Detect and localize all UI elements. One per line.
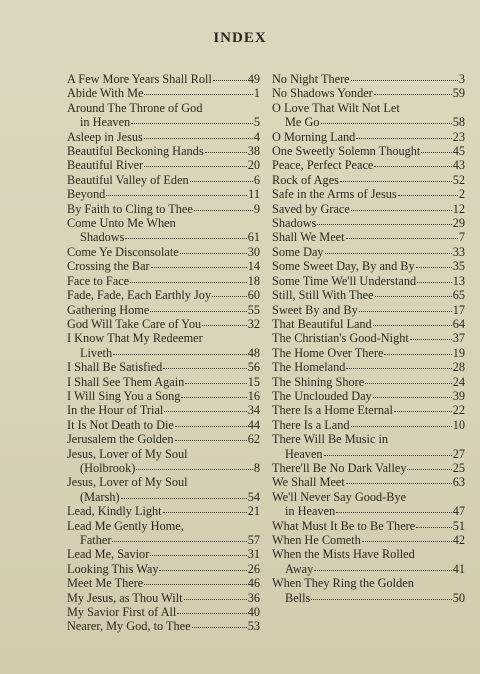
- index-entry: [67, 331, 260, 360]
- leader-dots: [311, 599, 451, 600]
- entry-title: It Is Not Death to Die: [67, 417, 174, 432]
- entry-title: I Shall Be Satisfied: [67, 360, 163, 375]
- entry-title: in Heaven: [285, 504, 336, 519]
- leader-dots: [113, 354, 247, 355]
- leader-dots: [321, 123, 452, 124]
- entry-title: Beautiful Valley of Eden: [67, 172, 189, 187]
- page-number: 43: [452, 158, 465, 173]
- index-entry: [67, 72, 260, 86]
- entry-title: I Will Sing You a Song: [67, 388, 181, 403]
- entry-title: (Holbrook): [80, 460, 136, 475]
- entry-title: There'll Be No Dark Valley: [272, 460, 407, 475]
- entry-title: Safe in the Arms of Jesus: [272, 187, 397, 202]
- index-entry: [67, 187, 260, 201]
- page-number: 56: [247, 360, 260, 375]
- index-entry: [272, 72, 465, 86]
- page-number: 11: [248, 187, 260, 202]
- entry-title: That Beautiful Land: [272, 316, 372, 331]
- leader-dots: [314, 570, 451, 571]
- leader-dots: [163, 368, 246, 369]
- entry-title: Me Go: [285, 115, 320, 130]
- leader-dots: [159, 570, 246, 571]
- page-number: 46: [247, 576, 260, 591]
- index-entry: [272, 187, 465, 201]
- entry-title: The Shining Shore: [272, 374, 365, 389]
- index-entry: [67, 375, 260, 389]
- leader-dots: [375, 296, 452, 297]
- page-number: 32: [247, 316, 260, 331]
- index-entry: [67, 605, 260, 619]
- page-number: 10: [452, 417, 465, 432]
- index-entry: [272, 360, 465, 374]
- page-number: 57: [247, 533, 260, 547]
- leader-dots: [362, 541, 452, 542]
- leader-dots: [194, 210, 253, 211]
- leader-dots: [346, 368, 451, 369]
- leader-dots: [346, 238, 458, 239]
- index-entry: [67, 303, 260, 317]
- page-number: 26: [247, 561, 260, 576]
- entry-title: There Is a Home Eternal: [272, 403, 393, 418]
- leader-dots: [184, 599, 247, 600]
- entry-title: Rock of Ages: [272, 172, 339, 187]
- page-number: 19: [452, 345, 465, 360]
- leader-dots: [373, 325, 452, 326]
- page-number: 2: [458, 187, 465, 202]
- leader-dots: [175, 440, 247, 441]
- leader-dots: [410, 339, 452, 340]
- page-number: 14: [247, 259, 260, 274]
- entry-title: When the Mists Have Rolled: [272, 547, 415, 562]
- page-number: 13: [452, 273, 465, 288]
- leader-dots: [374, 166, 451, 167]
- entry-title: Lead, Kindly Light: [67, 504, 162, 519]
- page-number: 4: [253, 129, 260, 144]
- entry-title: Away: [285, 561, 314, 576]
- index-entry: [272, 418, 465, 432]
- index-entry: [272, 173, 465, 187]
- leader-dots: [175, 426, 247, 427]
- index-entry: [67, 547, 260, 561]
- entry-title: My Jesus, as Thou Wilt: [67, 590, 183, 605]
- page-number: 48: [247, 345, 260, 360]
- entry-title: No Shadows Yonder: [272, 86, 373, 101]
- entry-title: Meet Me There: [67, 576, 144, 591]
- index-entry: [67, 317, 260, 331]
- entry-title: Jesus, Lover of My Soul: [67, 475, 188, 490]
- page-number: 25: [452, 460, 465, 475]
- entry-title: When He Cometh: [272, 533, 361, 547]
- index-entry: [272, 519, 465, 533]
- page-number: 47: [452, 504, 465, 519]
- index-entry: [67, 144, 260, 158]
- index-entry: [67, 130, 260, 144]
- leader-dots: [130, 282, 247, 283]
- index-entry: [67, 158, 260, 172]
- entry-title: Fade, Fade, Each Earthly Joy: [67, 288, 212, 303]
- leader-dots: [205, 152, 247, 153]
- leader-dots: [192, 627, 247, 628]
- entry-title: Bells: [285, 590, 311, 605]
- entry-title: Some Day: [272, 244, 324, 259]
- entry-title: Beautiful River: [67, 158, 144, 173]
- index-entry: [272, 303, 465, 317]
- entry-title: What Must It Be to Be There: [272, 518, 416, 533]
- index-entry: [67, 173, 260, 187]
- leader-dots: [359, 311, 452, 312]
- index-entry: [67, 562, 260, 576]
- leader-dots: [144, 584, 246, 585]
- entry-title: Jerusalem the Golden: [67, 432, 174, 447]
- entry-title: There Will Be Music in: [272, 432, 389, 447]
- entry-title: Some Time We'll Understand: [272, 273, 417, 288]
- leader-dots: [384, 354, 451, 355]
- index-entry: [67, 591, 260, 605]
- leader-dots: [144, 166, 247, 167]
- leader-dots: [125, 238, 246, 239]
- leader-dots: [336, 512, 452, 513]
- entry-title: My Savior First of All: [67, 605, 177, 620]
- page-number: 64: [452, 316, 465, 331]
- entry-title: There Is a Land: [272, 417, 350, 432]
- leader-dots: [421, 152, 451, 153]
- index-entry: [272, 274, 465, 288]
- page-number: 3: [458, 72, 465, 86]
- leader-dots: [144, 94, 252, 95]
- page-number: 7: [458, 230, 465, 245]
- page-number: 52: [452, 172, 465, 187]
- entry-title: A Few More Years Shall Roll: [67, 72, 212, 86]
- entry-title: O Love That Wilt Not Let: [272, 100, 400, 115]
- page-number: 20: [247, 158, 260, 173]
- page-number: 55: [247, 302, 260, 317]
- page-number: 28: [452, 360, 465, 375]
- leader-dots: [144, 138, 253, 139]
- entry-title: Face to Face: [67, 273, 130, 288]
- leader-dots: [417, 282, 452, 283]
- page-number: 63: [452, 475, 465, 490]
- entry-title: Peace, Perfect Peace: [272, 158, 374, 173]
- index-entry: [272, 144, 465, 158]
- leader-dots: [416, 527, 451, 528]
- index-entry: [272, 202, 465, 216]
- index-entry: [272, 432, 465, 461]
- page-number: 49: [247, 72, 260, 86]
- leader-dots: [181, 397, 246, 398]
- index-entry: [67, 475, 260, 504]
- leader-dots: [340, 181, 452, 182]
- index-entry: [272, 547, 465, 576]
- index-entry: [272, 490, 465, 519]
- leader-dots: [177, 613, 246, 614]
- leader-dots: [416, 267, 452, 268]
- page-number: 29: [452, 216, 465, 231]
- leader-dots: [213, 80, 247, 81]
- entry-title: Jesus, Lover of My Soul: [67, 446, 188, 461]
- page-number: 65: [452, 288, 465, 303]
- leader-dots: [131, 123, 253, 124]
- leader-dots: [202, 325, 247, 326]
- index-entry: [67, 447, 260, 476]
- index-entry: [272, 216, 465, 230]
- page-number: 59: [452, 86, 465, 101]
- page-number: 16: [247, 388, 260, 403]
- leader-dots: [373, 397, 452, 398]
- page-number: 51: [452, 518, 465, 533]
- leader-dots: [356, 138, 451, 139]
- page-number: 44: [247, 417, 260, 432]
- page-number: 34: [247, 403, 260, 418]
- entry-title: One Sweetly Solemn Thought: [272, 144, 421, 159]
- entry-title: The Christian's Good-Night: [272, 331, 409, 346]
- leader-dots: [324, 455, 452, 456]
- index-entry: [272, 259, 465, 273]
- entry-title: Beautiful Beckoning Hands: [67, 144, 204, 159]
- index-entry: [272, 346, 465, 360]
- entry-title: Looking This Way: [67, 561, 159, 576]
- index-entry: [272, 101, 465, 130]
- entry-title: God Will Take Care of You: [67, 316, 202, 331]
- leader-dots: [163, 512, 247, 513]
- leader-dots: [151, 267, 247, 268]
- entry-title: In the Hour of Trial: [67, 403, 164, 418]
- leader-dots: [398, 195, 458, 196]
- page-number: 1: [253, 86, 260, 101]
- entry-title: Come Unto Me When: [67, 216, 176, 231]
- page-number: 21: [247, 504, 260, 519]
- page-number: 61: [247, 230, 260, 245]
- index-column-left: [67, 72, 260, 634]
- index-entry: [272, 230, 465, 244]
- page-number: 58: [452, 115, 465, 130]
- page-number: 17: [452, 302, 465, 317]
- entry-title: Heaven: [285, 446, 323, 461]
- page-number: 35: [452, 259, 465, 274]
- index-entry: [67, 619, 260, 633]
- index-entry: [67, 101, 260, 130]
- leader-dots: [394, 411, 452, 412]
- index-entry: [67, 432, 260, 446]
- index-entry: [272, 389, 465, 403]
- entry-title: Lead Me, Savior: [67, 547, 150, 562]
- entry-title: Asleep in Jesus: [67, 129, 143, 144]
- leader-dots: [351, 426, 452, 427]
- index-entry: [67, 576, 260, 590]
- leader-dots: [346, 483, 452, 484]
- page-number: 5: [253, 115, 260, 130]
- entry-title: No Night There: [272, 72, 350, 86]
- leader-dots: [112, 541, 246, 542]
- leader-dots: [180, 253, 247, 254]
- index-entry: [272, 158, 465, 172]
- entry-title: By Faith to Cling to Thee: [67, 201, 193, 216]
- index-entry: [67, 288, 260, 302]
- page-number: 27: [452, 446, 465, 461]
- index-entry: [67, 418, 260, 432]
- page-number: 40: [247, 605, 260, 620]
- entry-title: Beyond: [67, 187, 106, 202]
- index-entry: [272, 331, 465, 345]
- page-number: 31: [247, 547, 260, 562]
- index-entry: [67, 360, 260, 374]
- page-number: 41: [452, 561, 465, 576]
- entry-title: The Unclouded Day: [272, 388, 372, 403]
- entry-title: Still, Still With Thee: [272, 288, 374, 303]
- index-entry: [67, 86, 260, 100]
- page-number: 15: [247, 374, 260, 389]
- index-entry: [67, 274, 260, 288]
- page-number: 53: [247, 619, 260, 634]
- index-entry: [67, 202, 260, 216]
- index-entry: [272, 533, 465, 547]
- entry-title: Abide With Me: [67, 86, 144, 101]
- entry-title: The Homeland: [272, 360, 346, 375]
- leader-dots: [150, 555, 246, 556]
- index-entry: [272, 288, 465, 302]
- page-number: 50: [452, 590, 465, 605]
- entry-title: in Heaven: [80, 115, 131, 130]
- leader-dots: [351, 210, 452, 211]
- leader-dots: [374, 94, 452, 95]
- index-entry: [272, 245, 465, 259]
- index-entry: [67, 245, 260, 259]
- leader-dots: [136, 469, 253, 470]
- page-number: 33: [452, 244, 465, 259]
- entry-title: Nearer, My God, to Thee: [67, 619, 191, 634]
- page-number: 12: [452, 201, 465, 216]
- index-entry: [272, 403, 465, 417]
- index-entry: [272, 475, 465, 489]
- page-number: 24: [452, 374, 465, 389]
- leader-dots: [317, 224, 451, 225]
- entry-title: Shadows: [80, 230, 125, 245]
- leader-dots: [365, 383, 451, 384]
- index-entry: [272, 130, 465, 144]
- leader-dots: [212, 296, 247, 297]
- page-number: 23: [452, 129, 465, 144]
- index-entry: [67, 216, 260, 245]
- entry-title: Saved by Grace: [272, 201, 350, 216]
- entry-title: O Morning Land: [272, 129, 356, 144]
- entry-title: Shall We Meet: [272, 230, 345, 245]
- entry-title: Liveth: [80, 345, 113, 360]
- index-entry: [272, 317, 465, 331]
- entry-title: Shadows: [272, 216, 317, 231]
- leader-dots: [325, 253, 452, 254]
- entry-title: Gathering Home: [67, 302, 150, 317]
- leader-dots: [106, 195, 247, 196]
- leader-dots: [185, 383, 246, 384]
- index-entry: [272, 86, 465, 100]
- entry-title: Around The Throne of God: [67, 100, 203, 115]
- page-number: 36: [247, 590, 260, 605]
- leader-dots: [121, 498, 247, 499]
- page-number: 30: [247, 244, 260, 259]
- entry-title: When They Ring the Golden: [272, 576, 414, 591]
- index-entry: [67, 519, 260, 548]
- entry-title: Crossing the Bar: [67, 259, 150, 274]
- page-number: 42: [452, 533, 465, 547]
- index-entry: [67, 504, 260, 518]
- page-number: 18: [247, 273, 260, 288]
- index-entry: [272, 375, 465, 389]
- entry-title: I Know That My Redeemer: [67, 331, 203, 346]
- page-number: 22: [452, 403, 465, 418]
- page-number: 60: [247, 288, 260, 303]
- leader-dots: [351, 80, 458, 81]
- index-entry: [272, 461, 465, 475]
- entry-title: Lead Me Gently Home,: [67, 518, 184, 533]
- entry-title: We Shall Meet: [272, 475, 345, 490]
- index-column-right: [272, 72, 465, 605]
- entry-title: I Shall See Them Again: [67, 374, 185, 389]
- page-number: 38: [247, 144, 260, 159]
- page-number: 54: [247, 489, 260, 504]
- entry-title: Some Sweet Day, By and By: [272, 259, 415, 274]
- entry-title: Sweet By and By: [272, 302, 358, 317]
- entry-title: Come Ye Disconsolate: [67, 244, 179, 259]
- leader-dots: [164, 411, 246, 412]
- index-entry: [67, 259, 260, 273]
- page-number: 39: [452, 388, 465, 403]
- entry-title: We'll Never Say Good-Bye: [272, 489, 407, 504]
- page-number: 45: [452, 144, 465, 159]
- index-entry: [67, 389, 260, 403]
- page-number: 37: [452, 331, 465, 346]
- entry-title: (Marsh): [80, 489, 120, 504]
- page-number: 62: [247, 432, 260, 447]
- index-entry: [272, 576, 465, 605]
- index-title: INDEX: [213, 30, 267, 46]
- page-number: 6: [253, 172, 260, 187]
- entry-title: The Home Over There: [272, 345, 384, 360]
- leader-dots: [150, 311, 246, 312]
- leader-dots: [190, 181, 253, 182]
- entry-title: Father: [80, 533, 112, 547]
- page-number: 9: [253, 201, 260, 216]
- index-entry: [67, 403, 260, 417]
- page-number: 8: [253, 460, 260, 475]
- leader-dots: [407, 469, 451, 470]
